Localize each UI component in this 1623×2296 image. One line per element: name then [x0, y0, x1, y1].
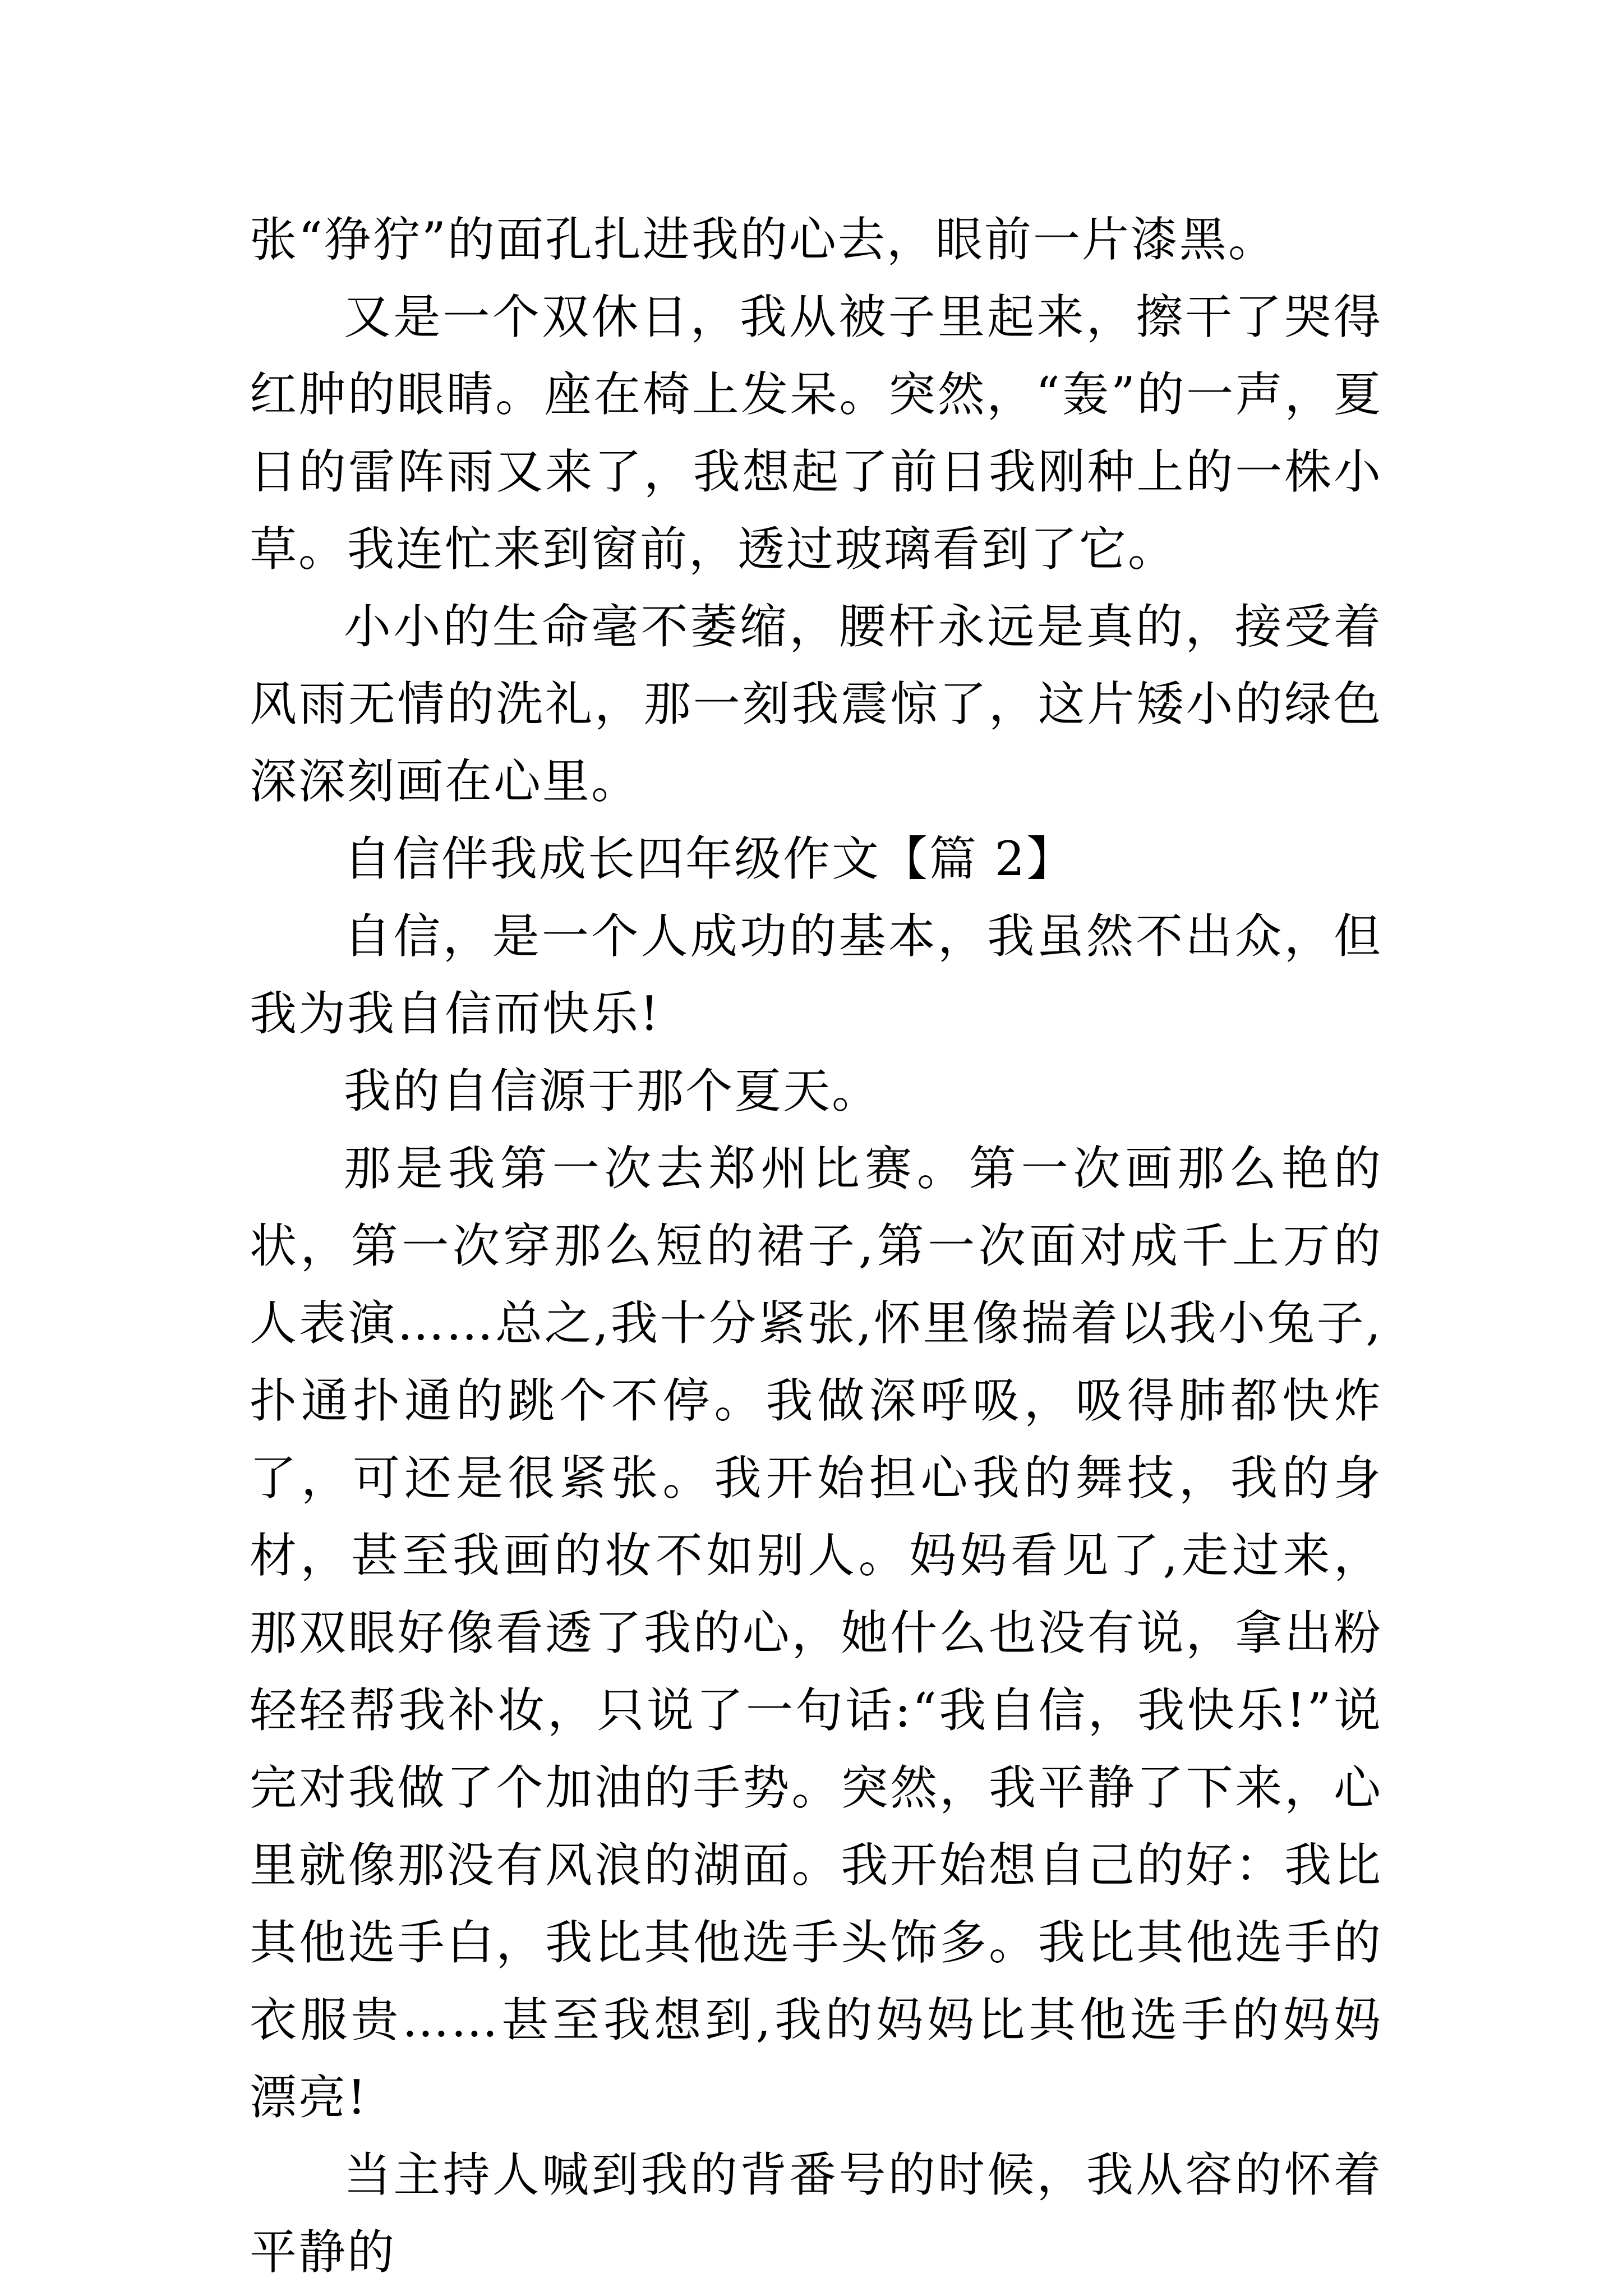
paragraph-continued: 张“狰狞”的面孔扎进我的心去，眼前一片漆黑。	[250, 212, 1277, 267]
essay-text	[250, 201, 1382, 2291]
paragraph-summer-origin: 我的自信源于那个夏天。	[344, 1064, 881, 1119]
section-heading: 自信伴我成长四年级作文【篇 2】	[344, 831, 1076, 886]
paragraph-host-calls: 当主持人喊到我的背番号的时候，我从容的怀着平静的	[250, 2147, 1382, 2280]
paragraph-confidence-intro: 自信，是一个人成功的基本，我虽然不出众，但我为我自信而快乐!	[250, 909, 1382, 1041]
paragraph-competition: 那是我第一次去郑州比赛。第一次画那么艳的状，第一次穿那么短的裙子,第一次面对成千上万的人表演……总之,我十分紧张,怀里像揣着以我小兔子,扑通扑通的跳个不停。我做深呼吸，吸得肺都快炸了，可还是很紧张。我开始担心我的舞技，我的身材，甚至我画的妆不如别人。妈妈看见了,走过来，那双眼好像看透了我的心，她什么也没有说，拿出粉轻轻帮我补妆，只说了一句话:“我自信，我快乐!”说完对我做了个加油的手势。突然，我平静了下来，心里就像那没有风浪的湖面。我开始想自己的好：我比其他选手白，我比其他选手头饰多。我比其他选手的衣服贵……甚至我想到,我的妈妈比其他选手的妈妈漂亮!	[250, 1141, 1382, 2125]
paragraph-little-grass: 小小的生命毫不萎缩，腰杆永远是真的，接受着风雨无情的洗礼，那一刻我震惊了，这片矮小的绿色深深刻画在心里。	[250, 599, 1382, 809]
paragraph-rainy-day: 又是一个双休日，我从被子里起来，擦干了哭得红肿的眼睛。座在椅上发呆。突然，“轰”的一声，夏日的雷阵雨又来了，我想起了前日我刚种上的一株小草。我连忙来到窗前，透过玻璃看到了它。	[250, 289, 1382, 577]
